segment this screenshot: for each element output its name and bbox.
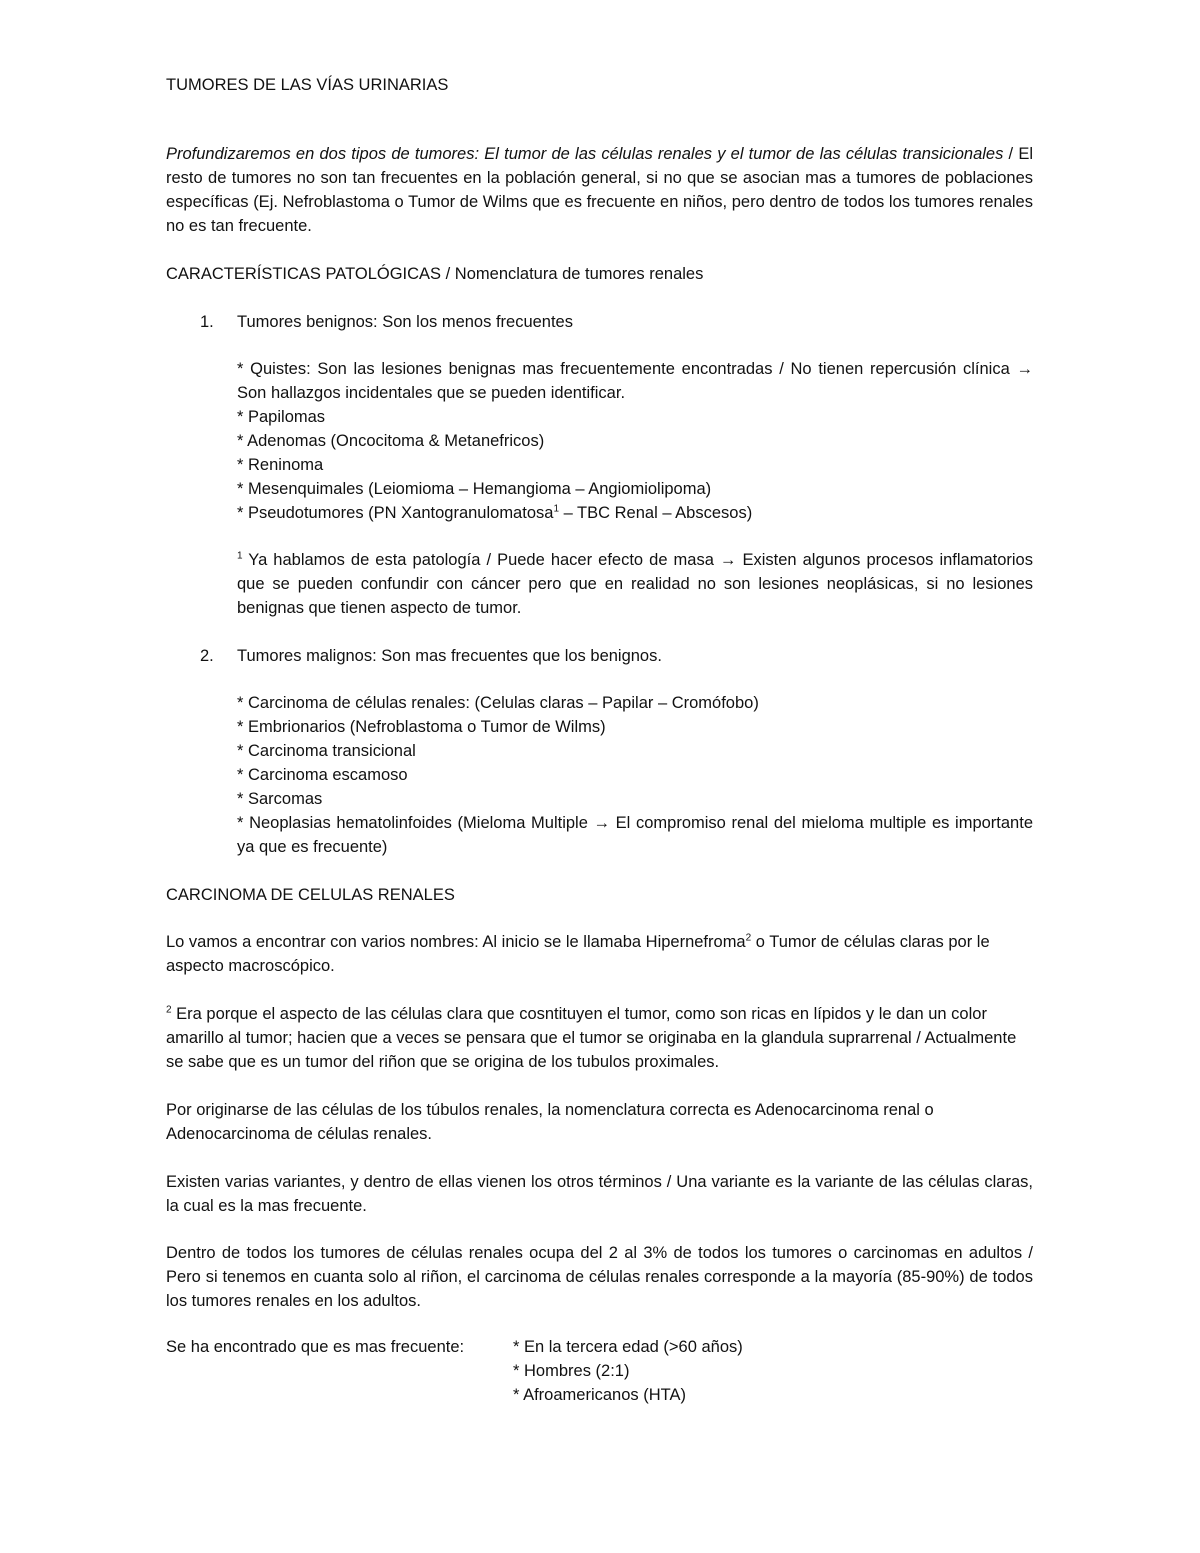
list-number-2: 2. [200,647,214,665]
malignant-item: * Carcinoma transicional [237,742,416,760]
section-heading-carcinoma: CARCINOMA DE CELULAS RENALES [166,886,455,904]
malignant-item: * Carcinoma de células renales: (Celulas claras – Papilar – Cromófobo) [237,694,759,712]
benign-item: * Reninoma [237,456,324,474]
frequency-list [513,1335,743,1407]
benign-item-quistes: * Quistes: Son las lesiones benignas mas frecuentemente encontradas / No tienen repercusión clínica → Son hallazgos incidentales que se pueden identificar. [237,360,1033,402]
carcinoma-paragraph-4: Existen varias variantes, y dentro de ellas vienen los otros términos / Una variante es la variante de las células claras, la cual es la mas frecuente. [166,1173,1033,1215]
malignant-list [237,691,1033,859]
benign-tumors-label: Tumores benignos: Son los menos frecuentes [237,313,573,331]
frequency-label: Se ha encontrado que es mas frecuente: [166,1338,465,1356]
footnote-2-paragraph [166,1002,1033,1074]
malignant-item: * Sarcomas [237,790,323,808]
malignant-tumors-label: Tumores malignos: Son mas frecuentes que los benignos. [237,647,662,665]
list-number-1: 1. [200,313,214,331]
p1-text-end: o Tumor de células claras por le aspecto macroscópico. [166,933,990,975]
pseudo-text: * Pseudotumores (PN Xantogranulomatosa [237,504,554,522]
footnote-mark-2: 2 [166,1004,172,1016]
benign-item-pseudotumores [237,501,1033,525]
carcinoma-paragraph-3: Por originarse de las células de los túbulos renales, la nomenclatura correcta es Adenocarcinoma renal o Adenocarcinoma de células renales. [166,1101,934,1143]
carcinoma-paragraph-5: Dentro de todos los tumores de células renales ocupa del 2 al 3% de todos los tumores o carcinomas en adultos / Pero si tenemos en cuanta solo al riñon, el carcinoma de células renales corresponde a la mayoría (85-90%) de todos los tumores renales en los adultos. [166,1244,1033,1310]
footnote-1-text: Ya hablamos de esta patología / Puede hacer efecto de masa → Existen algunos procesos inflamatorios que se pueden confundir con cáncer pero que en realidad no son lesiones neoplásicas, si no lesiones benignas que tienen aspecto de tumor. [237,551,1033,617]
benign-item: * Mesenquimales (Leiomioma – Hemangioma – Angiomiolipoma) [237,480,712,498]
frequency-item: * Hombres (2:1) [513,1362,630,1380]
frequency-item: * En la tercera edad (>60 años) [513,1338,743,1356]
benign-list [237,357,1033,525]
footnote-ref-1: 1 [553,503,559,515]
intro-text: / El resto de tumores no son tan frecuentes en la población general, si no que se asocian mas a tumores de poblaciones específicas (Ej. Nefroblastoma o Tumor de Wilms que es frecuente en niños, pero dentro de todos los tumores renales no es tan frecuente. [166,145,1033,235]
intro-italic-text: Profundizaremos en dos tipos de tumores: El tumor de las células renales y el tumor de las células transicionales [166,145,1004,163]
section-heading-pathology: CARACTERÍSTICAS PATOLÓGICAS / Nomenclatura de tumores renales [166,265,704,283]
footnote-mark-1: 1 [237,550,243,562]
pseudo-text-end: – TBC Renal – Abscesos) [559,504,753,522]
footnote-ref-2: 2 [745,932,752,944]
malignant-item: * Carcinoma escamoso [237,766,408,784]
p1-text: Lo vamos a encontrar con varios nombres: Al inicio se le llamaba Hipernefroma [166,933,746,951]
document-title: TUMORES DE LAS VÍAS URINARIAS [166,76,449,94]
frequency-item: * Afroamericanos (HTA) [513,1386,686,1404]
benign-item: * Papilomas [237,408,326,426]
footnote-2-text: Era porque el aspecto de las células clara que cosntituyen el tumor, como son ricas en lípidos y le dan un color amarillo al tumor; hacien que a veces se pensara que el tumor se originaba en la glandula suprarrenal / Actualmente se sabe que es un tumor del riñon que se origina de los tubulos proximales. [166,1005,1017,1071]
footnote-1-paragraph [237,548,1033,620]
intro-paragraph [166,142,1033,238]
benign-item: * Adenomas (Oncocitoma & Metanefricos) [237,432,545,450]
malignant-item: * Embrionarios (Nefroblastoma o Tumor de Wilms) [237,718,606,736]
malignant-item-neoplasias: * Neoplasias hematolinfoides (Mieloma Multiple → El compromiso renal del mieloma multiple es importante ya que es frecuente) [237,814,1033,856]
carcinoma-paragraph-1 [166,930,1033,978]
